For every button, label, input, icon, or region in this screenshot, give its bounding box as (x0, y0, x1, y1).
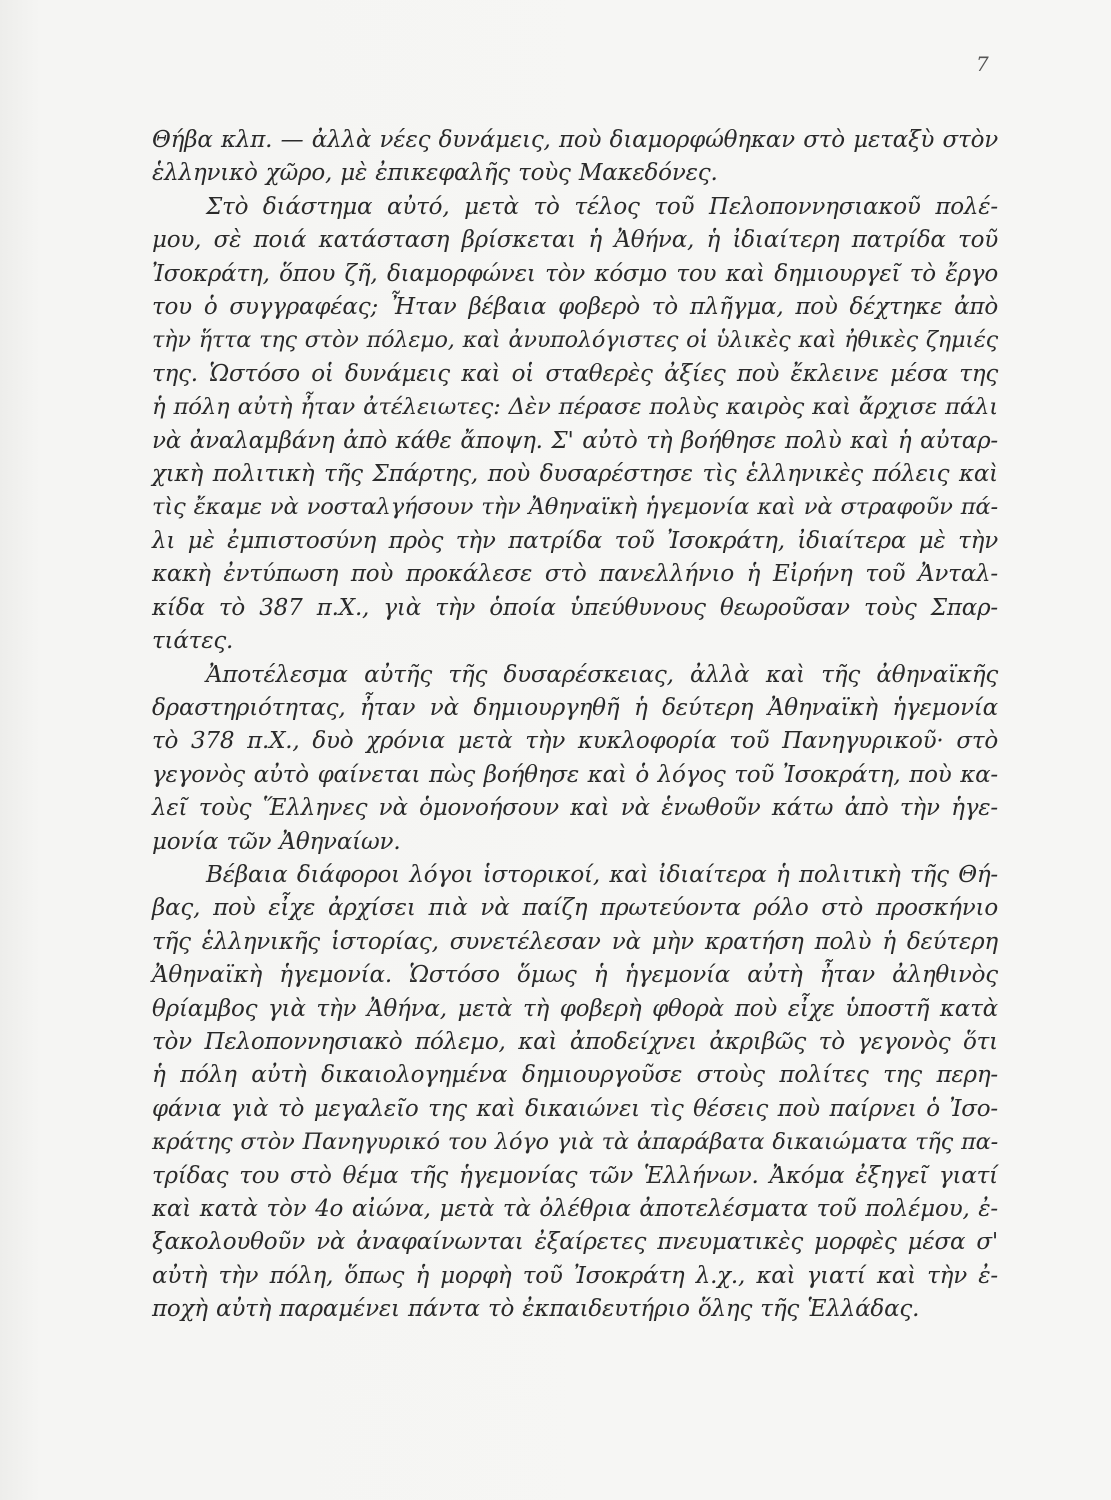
text-line: βας, ποὺ εἶχε ἀρχίσει πιὰ νὰ παίζη πρωτεύοντα ρόλο στὸ προσκήνιο (152, 895, 998, 922)
paragraph-2 (152, 191, 998, 659)
page-number: 7 (976, 52, 989, 76)
text-line: δραστηριότητας, ἦταν νὰ δημιουργηθῆ ἡ δεύτερη Ἀθηναϊκὴ ἡγεμονία (152, 694, 998, 721)
text-line: της. Ὡστόσο οἱ δυνάμεις καὶ οἱ σταθερὲς ἀξίες ποὺ ἔκλεινε μέσα της (152, 360, 998, 387)
text-line: νὰ ἀναλαμβάνη ἀπὸ κάθε ἄποψη. Σ' αὐτὸ τὴ βοήθησε πολὺ καὶ ἡ αὐταρ- (152, 427, 998, 454)
text-line: Ἀθηναϊκὴ ἡγεμονία. Ὡστόσο ὅμως ἡ ἡγεμονία αὐτὴ ἦταν ἀληθινὸς (152, 962, 998, 989)
text-line: ἡ πόλη αὐτὴ δικαιολογημένα δημιουργοῦσε στοὺς πολίτες της περη- (152, 1062, 998, 1089)
text-line: καὶ κατὰ τὸν 4ο αἰώνα, μετὰ τὰ ὀλέθρια ἀποτελέσματα τοῦ πολέμου, ἐ- (152, 1196, 998, 1222)
text-line: αὐτὴ τὴν πόλη, ὅπως ἡ μορφὴ τοῦ Ἰσοκράτη λ.χ., καὶ γιατί καὶ τὴν ἐ- (152, 1262, 998, 1289)
text-line: μονία τῶν Ἀθηναίων. (152, 828, 401, 855)
text-line: τὶς ἔκαμε νὰ νοσταλγήσουν τὴν Ἀθηναϊκὴ ἡγεμονία καὶ νὰ στραφοῦν πά- (152, 494, 998, 521)
text-line: Βέβαια διάφοροι λόγοι ἱστορικοί, καὶ ἰδιαίτερα ἡ πολιτικὴ τῆς Θή- (206, 861, 998, 888)
text-line: Ἰσοκράτη, ὅπου ζῆ, διαμορφώνει τὸν κόσμο του καὶ δημιουργεῖ τὸ ἔργο (152, 260, 998, 287)
body-text (152, 124, 998, 1327)
text-line: ποχὴ αὐτὴ παραμένει πάντα τὸ ἐκπαιδευτήριο ὅλης τῆς Ἑλλάδας. (152, 1296, 920, 1323)
text-line: του ὁ συγγραφέας; Ἦταν βέβαια φοβερὸ τὸ πλῆγμα, ποὺ δέχτηκε ἀπὸ (152, 294, 998, 321)
text-line: τιάτες. (152, 628, 234, 655)
text-line: κίδα τὸ 387 π.Χ., γιὰ τὴν ὁποία ὑπεύθυνους θεωροῦσαν τοὺς Σπαρ- (152, 594, 998, 621)
text-line: θρίαμβος γιὰ τὴν Ἀθήνα, μετὰ τὴ φοβερὴ φθορὰ ποὺ εἶχε ὑποστῆ κατὰ (152, 995, 998, 1022)
text-line: Ἀποτέλεσμα αὐτῆς τῆς δυσαρέσκειας, ἀλλὰ καὶ τῆς ἀθηναϊκῆς (206, 661, 998, 688)
text-line: λεῖ τοὺς Ἕλληνες νὰ ὁμονοήσουν καὶ νὰ ἑνωθοῦν κάτω ἀπὸ τὴν ἡγε- (152, 795, 998, 822)
text-line: χικὴ πολιτικὴ τῆς Σπάρτης, ποὺ δυσαρέστησε τὶς ἑλληνικὲς πόλεις καὶ (152, 461, 998, 488)
text-line: λι μὲ ἐμπιστοσύνη πρὸς τὴν πατρίδα τοῦ Ἰσοκράτη, ἰδιαίτερα μὲ τὴν (152, 527, 998, 554)
text-line: μου, σὲ ποιά κατάσταση βρίσκεται ἡ Ἀθήνα, ἡ ἰδιαίτερη πατρίδα τοῦ (152, 227, 998, 254)
text-line: γεγονὸς αὐτὸ φαίνεται πὼς βοήθησε καὶ ὁ λόγος τοῦ Ἰσοκράτη, ποὺ κα- (152, 761, 998, 788)
text-line: τὴν ἥττα της στὸν πόλεμο, καὶ ἀνυπολόγιστες οἱ ὑλικὲς καὶ ἠθικὲς ζημιές (152, 327, 998, 354)
text-line: κακὴ ἐντύπωση ποὺ προκάλεσε στὸ πανελλήνιο ἡ Εἰρήνη τοῦ Ἀνταλ- (152, 561, 998, 588)
text-line: φάνια γιὰ τὸ μεγαλεῖο της καὶ δικαιώνει τὶς θέσεις ποὺ παίρνει ὁ Ἰσο- (152, 1095, 998, 1122)
text-line: κράτης στὸν Πανηγυρικό του λόγο γιὰ τὰ ἀπαράβατα δικαιώματα τῆς πα- (152, 1129, 998, 1156)
text-line: ξακολουθοῦν νὰ ἀναφαίνωνται ἐξαίρετες πνευματικὲς μορφὲς μέσα σ' (152, 1229, 998, 1256)
paragraph-1 (152, 124, 998, 191)
text-line: τρίδας του στὸ θέμα τῆς ἡγεμονίας τῶν Ἑλλήνων. Ἀκόμα ἐξηγεῖ γιατί (152, 1162, 998, 1189)
text-line: ἡ πόλη αὐτὴ ἦταν ἀτέλειωτες: Δὲν πέρασε πολὺς καιρὸς καὶ ἄρχισε πάλι (152, 394, 998, 421)
text-line: τὸ 378 π.Χ., δυὸ χρόνια μετὰ τὴν κυκλοφορία τοῦ Πανηγυρικοῦ· στὸ (152, 728, 998, 755)
text-line: τὸν Πελοποννησιακὸ πόλεμο, καὶ ἀποδείχνει ἀκριβῶς τὸ γεγονὸς ὅτι (152, 1028, 998, 1055)
paragraph-3 (152, 659, 998, 859)
text-line: Στὸ διάστημα αὐτό, μετὰ τὸ τέλος τοῦ Πελοποννησιακοῦ πολέ- (206, 193, 998, 220)
text-line: τῆς ἑλληνικῆς ἱστορίας, συνετέλεσαν νὰ μὴν κρατήση πολὺ ἡ δεύτερη (152, 928, 998, 955)
text-line: Θήβα κλπ. — ἀλλὰ νέες δυνάμεις, ποὺ διαμορφώθηκαν στὸ μεταξὺ στὸν (152, 127, 998, 153)
text-line: ἑλληνικὸ χῶρο, μὲ ἐπικεφαλῆς τοὺς Μακεδόνες. (152, 160, 718, 187)
paragraph-4 (152, 859, 998, 1327)
